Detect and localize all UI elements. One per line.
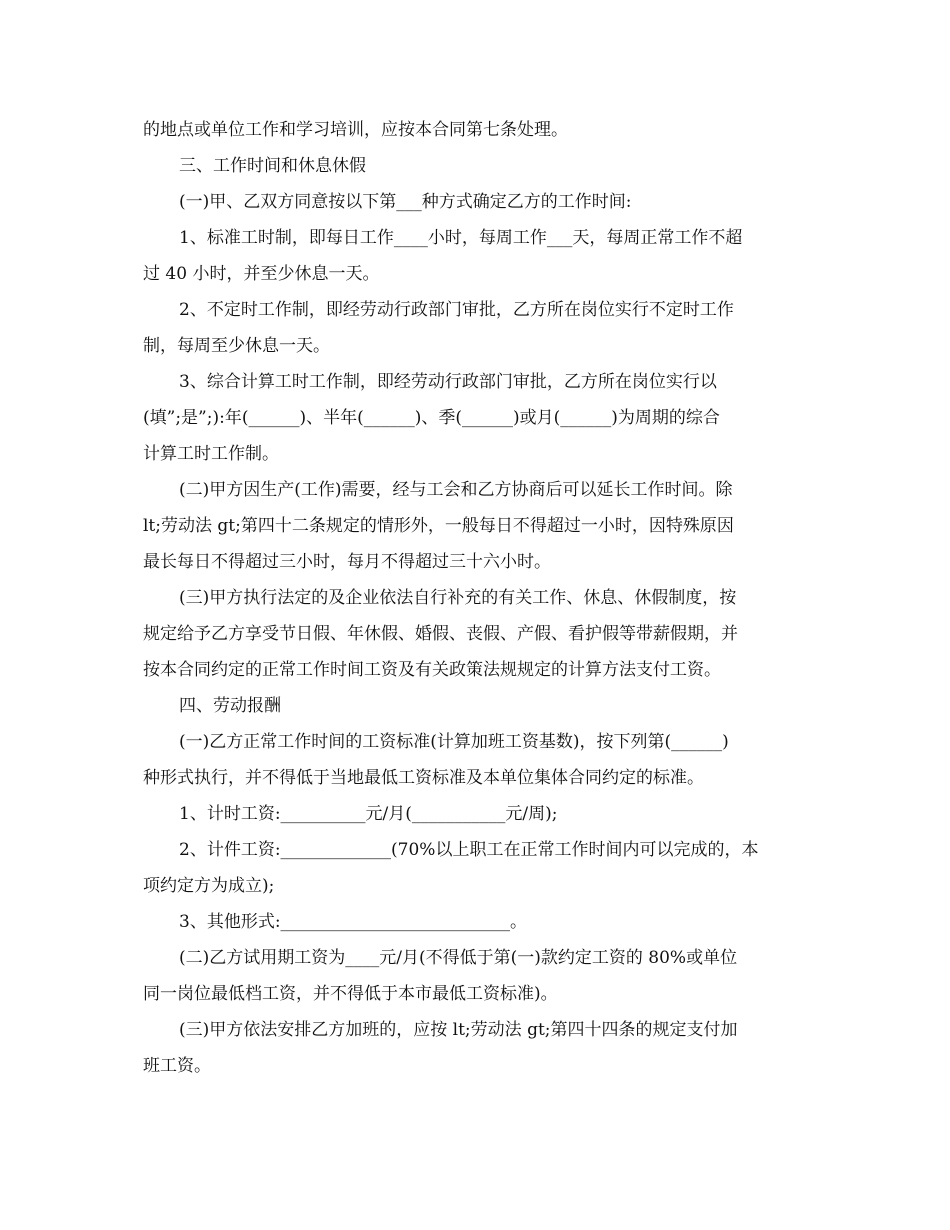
paragraph-line: 1、标准工时制，即每日工作____小时，每周工作___天，每周正常工作不超	[179, 228, 743, 248]
paragraph-line: 3、其他形式:___________________________。	[179, 912, 528, 932]
paragraph-line: 按本合同约定的正常工作时间工资及有关政策法规规定的计算方法支付工资。	[143, 660, 721, 680]
paragraph-line: (填”;是”;):年(______)、半年(______)、季(______)或月(______)为周期的综合	[143, 408, 720, 428]
paragraph-line: (一)甲、乙双方同意按以下第___种方式确定乙方的工作时间:	[179, 192, 632, 212]
paragraph-line: 四、劳动报酬	[179, 696, 281, 716]
paragraph-line: (三)甲方依法安排乙方加班的，应按 lt;劳动法 gt;第四十四条的规定支付加	[179, 1020, 738, 1040]
paragraph-line: 2、不定时工作制，即经劳动行政部门审批，乙方所在岗位实行不定时工作	[179, 300, 734, 320]
document-body	[143, 112, 808, 1084]
paragraph-line: (三)甲方执行法定的及企业依法自行补充的有关工作、休息、休假制度，按	[179, 588, 737, 608]
paragraph-line: 三、工作时间和休息休假	[179, 156, 366, 176]
paragraph-line: (一)乙方正常工作时间的工资标准(计算加班工资基数)，按下列第(______)	[179, 732, 729, 752]
paragraph-line: lt;劳动法 gt;第四十二条规定的情形外，一般每日不得超过一小时，因特殊原因	[143, 516, 734, 536]
paragraph-line: (二)甲方因生产(工作)需要，经与工会和乙方协商后可以延长工作时间。除	[179, 480, 733, 500]
paragraph-line: 项约定方为成立);	[143, 876, 275, 896]
paragraph-line: 同一岗位最低档工资，并不得低于本市最低工资标准)。	[143, 984, 558, 1004]
paragraph-line: 规定给予乙方享受节日假、年休假、婚假、丧假、产假、看护假等带薪假期，并	[143, 624, 738, 644]
paragraph-line: 1、计时工资:__________元/月(___________元/周);	[179, 804, 558, 824]
paragraph-line: 3、综合计算工时工作制，即经劳动行政部门审批，乙方所在岗位实行以	[179, 372, 717, 392]
paragraph-line: 2、计件工资:_____________(70%以上职工在正常工作时间内可以完成的，本	[179, 840, 759, 860]
paragraph-line: 的地点或单位工作和学习培训，应按本合同第七条处理。	[143, 120, 568, 140]
paragraph-line: 最长每日不得超过三小时，每月不得超过三十六小时。	[143, 552, 551, 572]
paragraph-line: 过 40 小时，并至少休息一天。	[143, 264, 380, 284]
paragraph-line: 种形式执行，并不得低于当地最低工资标准及本单位集体合同约定的标准。	[143, 768, 704, 788]
paragraph-line: 计算工时工作制。	[143, 444, 279, 464]
paragraph-line: 班工资。	[143, 1056, 211, 1076]
paragraph-line: (二)乙方试用期工资为____元/月(不得低于第(一)款约定工资的 80%或单位	[179, 948, 738, 968]
paragraph-line: 制，每周至少休息一天。	[143, 336, 330, 356]
